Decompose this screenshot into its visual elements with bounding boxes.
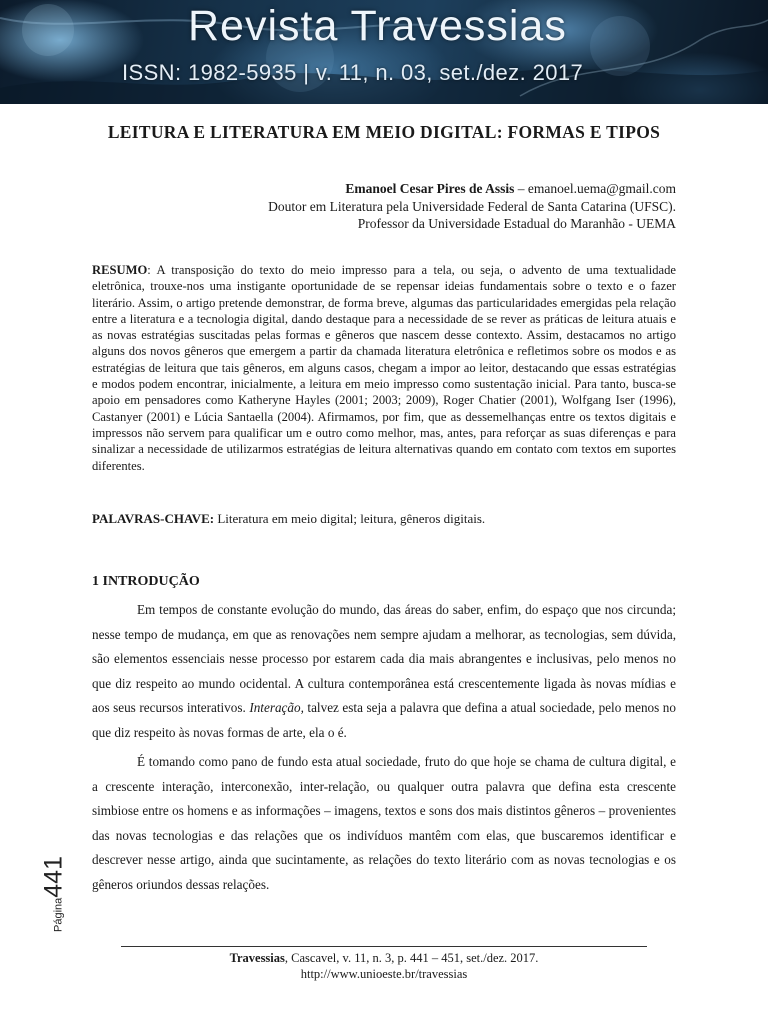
footer — [92, 950, 676, 982]
intro-p1-emphasis: Interação, — [249, 700, 304, 715]
keywords-label: PALAVRAS-CHAVE: — [92, 511, 215, 526]
footer-url[interactable]: http://www.unioeste.br/travessias — [300, 967, 468, 981]
journal-title: Revista Travessias — [188, 2, 567, 50]
footer-citation-line — [92, 950, 676, 966]
author-separator: – — [514, 181, 528, 196]
section-heading-introduction: 1 INTRODUÇÃO — [92, 574, 200, 589]
author-position: Professor da Universidade Estadual do Maranhão - UEMA — [357, 216, 676, 231]
author-email[interactable]: emanoel.uema@gmail.com — [527, 181, 676, 196]
author-name: Emanoel Cesar Pires de Assis — [345, 181, 515, 196]
footer-citation: , Cascavel, v. 11, n. 3, p. 441 – 451, set./dez. 2017. — [284, 951, 539, 965]
author-line — [116, 180, 676, 198]
intro-paragraph-2: É tomando como pano de fundo esta atual sociedade, fruto do que hoje se chama de cultura digital, e a crescente interação, interconexão, inter-relação, ou qualquer outra palavra que defina esta crescente simbiose entre os homens e as informações – imagens, textos e sons dos mais distintos gêneros – provenientes das novas tecnologias e das relações que os indivíduos mantêm com elas, que buscaremos identificar e descrever nesse artigo, ainda que sucintamente, as relações do texto literário com as novas tecnologias e os gêneros oriundos dessas relações. — [92, 754, 676, 892]
abstract-text: : A transposição do texto do meio impresso para a tela, ou seja, o advento de uma textualidade eletrônica, trouxe-nos uma instigante oportunidade de se repensar ideias fundamentais sobre o texto e o fazer literário. Assim, o artigo pretende demonstrar, de forma breve, algumas das particularidades emergidas pela relação entre a literatura e a tecnologia digital, dando destaque para a necessidade de se rever as práticas de leitura atuais e as novas estratégias suscitadas pelas formas e gêneros que nascem desse contexto. Assim, destacamos no artigo alguns dos novos gêneros que emergem a partir da chamada literatura eletrônica e refletimos sobre os modos e as estratégias de leitura que tais gêneros, em alguns casos, chegam a impor ao leitor, destacando que essas estratégias e modos podem encontrar, inicialmente, a leitura em meio impresso como sustentação inicial. Para tanto, busca-se apoio em pensadores como Katheryne Hayles (2001; 2003; 2009), Roger Chatier (2001), Wolfgang Iser (1996), Castanyer (2001) e Lúcia Santaella (2004). Afirmamos, por fim, que as dessemelhanças entre os textos digitais e impressos não servem para qualificar um e outro como melhor, mas, antes, para reforçar as suas diferenças e para sinalizar a necessidade de utilizarmos estratégias de leitura alternativas quando em contato com textos em suportes diferentes. — [92, 263, 676, 473]
keywords — [92, 510, 676, 527]
author-degree: Doutor em Literatura pela Universidade Federal de Santa Catarina (UFSC). — [268, 198, 676, 214]
page-number-rotated — [40, 856, 69, 932]
journal-banner — [0, 0, 768, 104]
footer-journal: Travessias — [229, 951, 285, 965]
abstract-label: RESUMO — [92, 263, 148, 277]
introduction-body — [92, 598, 676, 902]
article-title: LEITURA E LITERATURA EM MEIO DIGITAL: FORMAS E TIPOS — [107, 122, 661, 142]
keywords-text: Literatura em meio digital; leitura, gêneros digitais. — [214, 511, 486, 526]
intro-p1-text-end: talvez esta seja a palavra que defina a atual sociedade, pelo menos no que diz respeito às novas formas de arte, ela o é. — [92, 700, 676, 740]
footer-rule — [121, 946, 647, 947]
author-block — [116, 180, 676, 233]
page-number — [39, 854, 68, 934]
page-word: Página — [52, 897, 65, 932]
abstract — [92, 262, 676, 474]
issn-line: ISSN: 1982-5935 | v. 11, n. 03, set./dez. 2017 — [122, 60, 584, 85]
intro-p1-text: Em tempos de constante evolução do mundo, das áreas do saber, enfim, do espaço que nos circunda; nesse tempo de mudança, em que as renovações nem sempre ajudam a melhorar, as tecnologias, sem dúvida, são elementos essenciais nesse processo por estarem cada dia mais abrangentes e inclusivas, pelo menos no que diz respeito ao mundo ocidental. A cultura contemporânea está crescentemente ligada às novas mídias e aos seus recursos interativos. — [92, 602, 676, 715]
intro-paragraph-1 — [92, 598, 676, 745]
page-num: 441 — [39, 856, 68, 898]
